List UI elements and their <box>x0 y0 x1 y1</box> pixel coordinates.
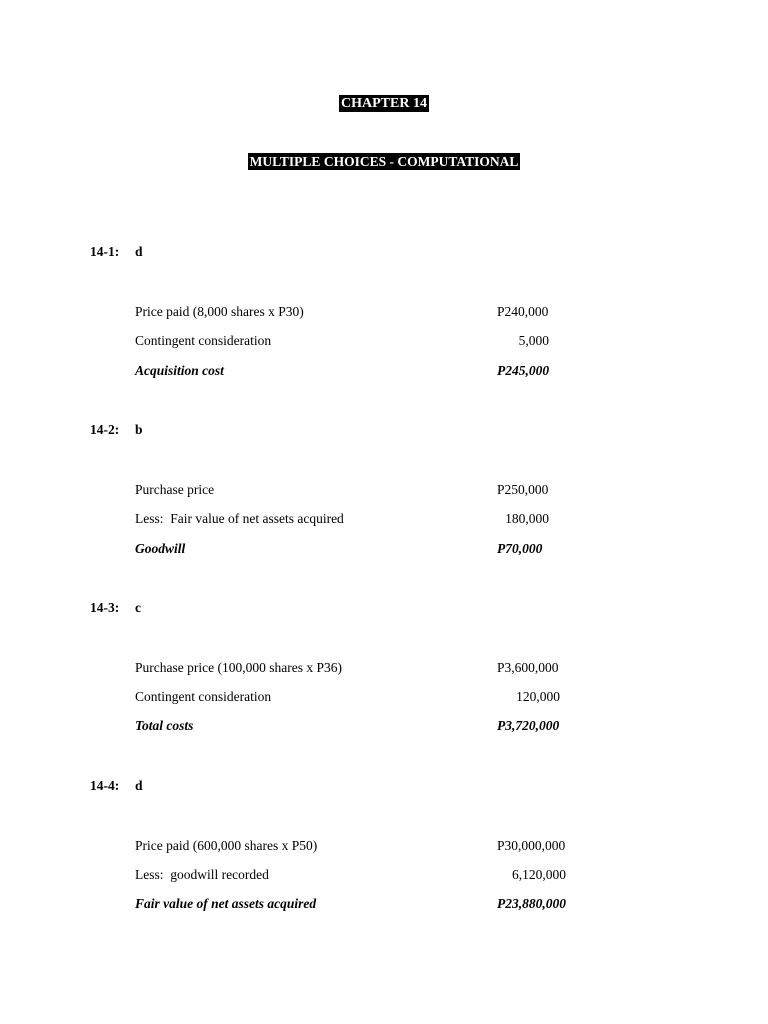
line-item-label: Less: Fair value of net assets acquired <box>135 511 344 526</box>
line-item <box>135 866 575 884</box>
question-number: 14-3: <box>90 600 120 615</box>
line-item-label: Price paid (8,000 shares x P30) <box>135 304 304 319</box>
line-item <box>135 481 575 499</box>
question-answer: c <box>135 600 141 615</box>
section-title: MULTIPLE CHOICES - COMPUTATIONAL <box>249 154 519 169</box>
line-item-amount: 5,000 <box>518 333 549 348</box>
total-amount: P70,000 <box>497 541 543 556</box>
line-item-label: Contingent consideration <box>135 333 272 348</box>
line-item-amount: 6,120,000 <box>512 867 566 882</box>
question-answer: d <box>135 778 143 793</box>
line-item-amount: 120,000 <box>516 689 560 704</box>
total-amount: P23,880,000 <box>497 896 566 911</box>
total-amount: P3,720,000 <box>497 718 560 733</box>
total-label: Goodwill <box>135 541 186 556</box>
line-item-label: Less: goodwill recorded <box>135 867 269 882</box>
line-item <box>135 332 575 350</box>
total-line <box>135 895 575 913</box>
line-item-label: Contingent consideration <box>135 689 272 704</box>
question-14-4-header <box>90 777 143 795</box>
line-item <box>135 688 575 706</box>
total-line <box>135 362 575 380</box>
question-answer: d <box>135 244 143 259</box>
question-14-1-header <box>90 243 143 261</box>
question-number: 14-4: <box>90 778 120 793</box>
line-item-amount: P3,600,000 <box>497 660 559 675</box>
total-amount: P245,000 <box>497 363 550 378</box>
total-label: Acquisition cost <box>135 363 224 378</box>
chapter-title: CHAPTER 14 <box>341 96 427 111</box>
line-item-amount: P250,000 <box>497 482 549 497</box>
total-line <box>135 717 575 735</box>
question-number: 14-2: <box>90 422 120 437</box>
line-item-label: Purchase price <box>135 482 215 497</box>
question-14-2-header <box>90 421 143 439</box>
line-item-amount: P30,000,000 <box>497 838 566 853</box>
line-item <box>135 837 575 855</box>
line-item <box>135 659 575 677</box>
line-item-label: Purchase price (100,000 shares x P36) <box>135 660 342 675</box>
line-item-amount: 180,000 <box>505 511 549 526</box>
section-heading <box>0 153 768 171</box>
line-item-amount: P240,000 <box>497 304 549 319</box>
line-item <box>135 510 575 528</box>
total-line <box>135 540 575 558</box>
line-item <box>135 303 575 321</box>
line-item-label: Price paid (600,000 shares x P50) <box>135 838 318 853</box>
question-number: 14-1: <box>90 244 120 259</box>
total-label: Fair value of net assets acquired <box>135 896 317 911</box>
question-answer: b <box>135 422 143 437</box>
question-14-3-header <box>90 599 141 617</box>
total-label: Total costs <box>135 718 194 733</box>
chapter-heading <box>0 94 768 112</box>
